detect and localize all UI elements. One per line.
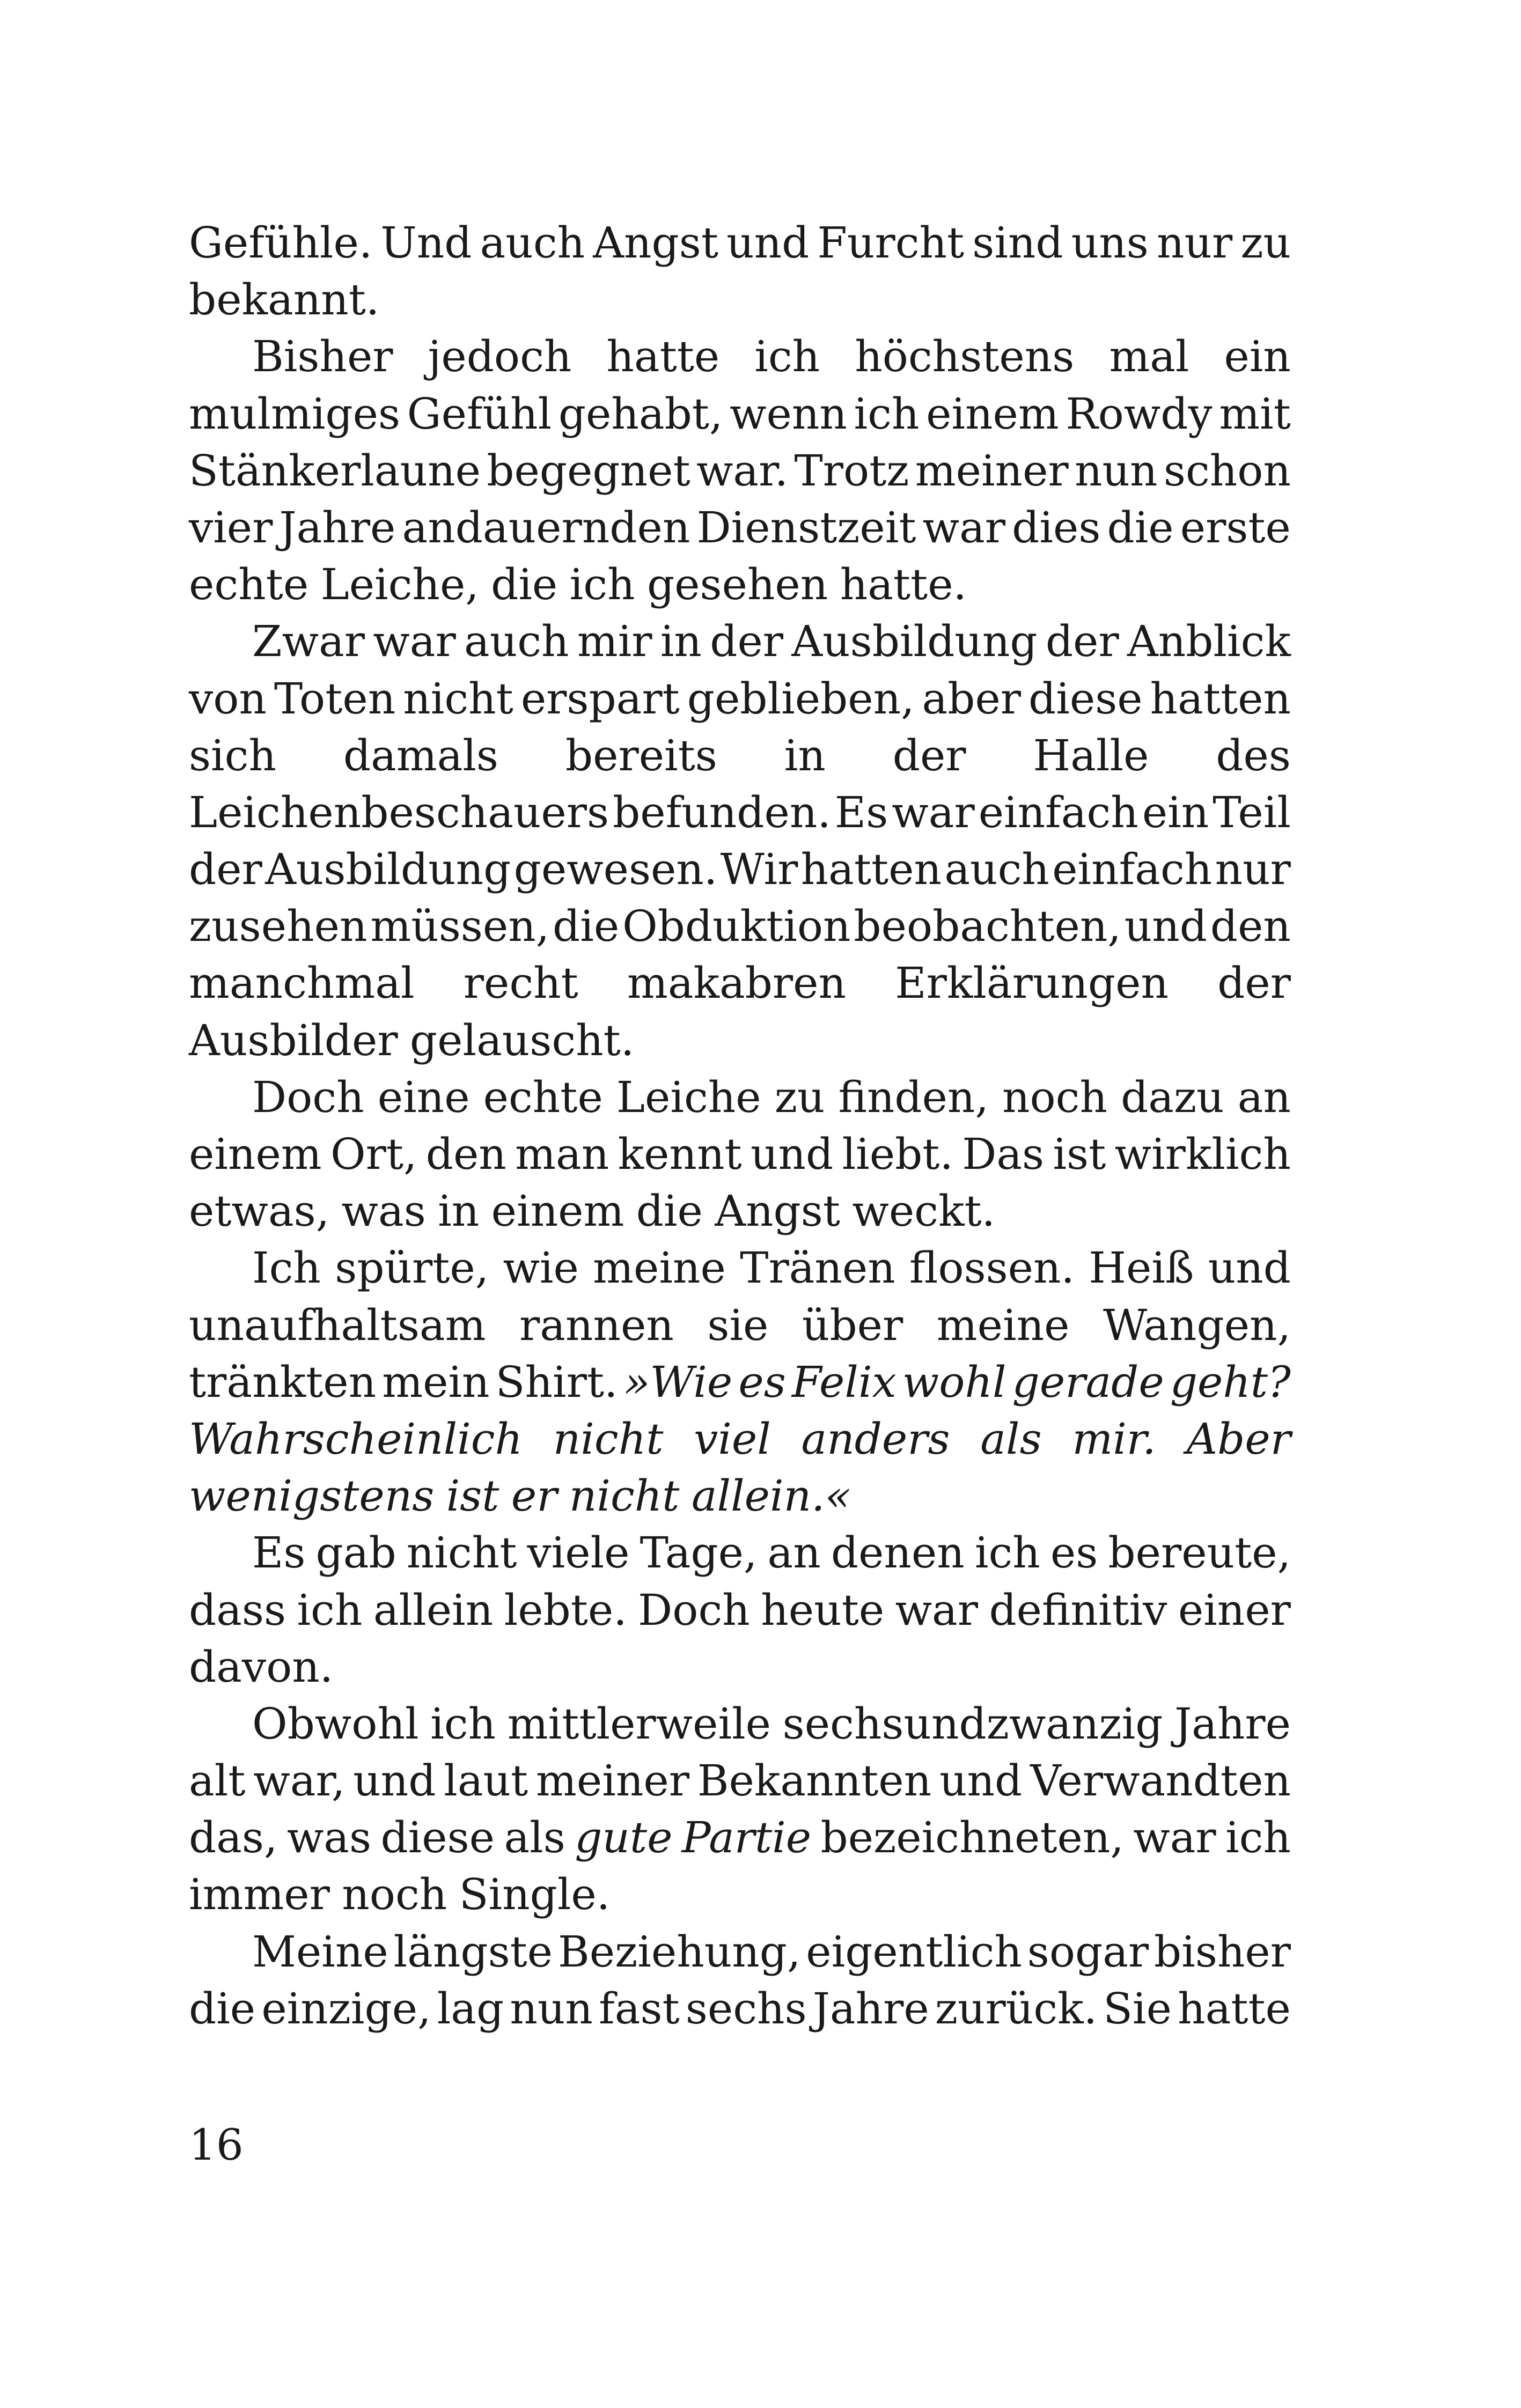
word: denen (831, 1528, 965, 1578)
word: hatten (1150, 673, 1291, 724)
word: sie (707, 1300, 769, 1350)
word: und (1208, 1243, 1291, 1293)
word: der (710, 616, 784, 667)
word: geblieben, (687, 673, 915, 724)
word: den (1210, 901, 1291, 952)
word: mal (1109, 332, 1189, 382)
word: Tage, (640, 1528, 758, 1578)
word: noch (342, 1869, 447, 1920)
word: gute (575, 1813, 673, 1863)
word: sechsundzwanzig (782, 1698, 1163, 1749)
word: war (895, 1585, 978, 1635)
text-line (189, 1866, 1291, 1923)
word: gerade (1012, 1357, 1164, 1407)
word: Jahre (812, 1983, 929, 2034)
word: und (353, 1756, 436, 1806)
word: wohl (902, 1357, 1006, 1407)
word: auch (464, 616, 569, 667)
word: meine (593, 1243, 726, 1293)
word: was (341, 1186, 426, 1236)
word: liebt. (842, 1129, 953, 1179)
word: jedoch (428, 332, 572, 382)
text-line (189, 841, 1291, 898)
word: einfach (978, 787, 1138, 837)
word: viel (694, 1413, 771, 1464)
word: Leiche, (320, 559, 479, 610)
word: ich (854, 388, 920, 439)
word: ich (1225, 1813, 1291, 1863)
word: hatte. (840, 559, 967, 610)
word: auch (944, 844, 1049, 895)
word: dazu (1121, 1072, 1224, 1122)
word: Beziehung, (558, 1926, 801, 1977)
word: den (425, 1129, 506, 1179)
word: war (892, 787, 975, 837)
word: Es (834, 787, 888, 837)
word: noch (1002, 1072, 1107, 1122)
word: längste (393, 1926, 553, 1977)
word: andauernden (402, 502, 690, 553)
word: auch (480, 218, 585, 268)
word: immer (189, 1869, 330, 1920)
word: Partie (681, 1813, 812, 1863)
word: makabren (627, 958, 847, 1008)
word: Das (962, 1129, 1045, 1179)
word: und (750, 1129, 834, 1179)
word: ich (297, 1585, 363, 1635)
word: und (1124, 901, 1207, 952)
word: Felix (791, 1357, 897, 1407)
word: Angst (715, 1186, 840, 1236)
word: schon (1163, 445, 1291, 496)
word: Bekannten (697, 1756, 932, 1806)
text-line (189, 1696, 1291, 1752)
word: man (515, 1129, 609, 1179)
word: bereute, (1108, 1528, 1291, 1578)
word: einem (491, 1186, 624, 1236)
word: Und (380, 218, 472, 268)
word: nun (1075, 445, 1158, 496)
text-line (189, 328, 1291, 385)
word: wie (503, 1243, 579, 1293)
word: heute (761, 1585, 885, 1635)
word: Ort, (330, 1129, 417, 1179)
word: wirklich (1114, 1129, 1291, 1179)
text-line (189, 1639, 1291, 1696)
word: zurück. (935, 1983, 1098, 2034)
word: Stänkerlaune (189, 445, 481, 496)
word: bekannt. (189, 275, 380, 325)
text-line (189, 727, 1291, 784)
word: Wir (720, 844, 798, 895)
word: als (980, 1413, 1042, 1464)
word: mir. (1072, 1413, 1156, 1464)
word: mulmiges (189, 388, 401, 439)
word: gab (315, 1528, 396, 1578)
word: Wangen, (1103, 1300, 1291, 1350)
word: Zwar (252, 616, 365, 667)
word: Teil (1213, 787, 1291, 837)
page-number: 16 (189, 2120, 244, 2170)
word: beobachten, (854, 901, 1121, 952)
word: einzige, (261, 1983, 431, 2034)
text-line (189, 784, 1291, 841)
word: Wahrscheinlich (189, 1413, 523, 1464)
word: Heiß (1089, 1243, 1194, 1293)
word: Verwandten (1030, 1756, 1291, 1806)
word: zu (1240, 218, 1291, 268)
word: alt (189, 1756, 246, 1806)
word: er (511, 1471, 557, 1521)
word: war. (696, 445, 788, 496)
text-line (189, 671, 1291, 727)
word: Dienstzeit (696, 502, 916, 553)
text-line (189, 1183, 1291, 1240)
word: allein (373, 1585, 494, 1635)
word: Angst (593, 218, 718, 268)
word: Ausbildung (265, 844, 511, 895)
word: das, (189, 1813, 278, 1863)
word: einem (189, 1129, 322, 1179)
word: zusehen (189, 901, 368, 952)
word: Gefühl (407, 388, 552, 439)
word: was (286, 1813, 372, 1863)
word: die (491, 559, 558, 610)
word: sechs (685, 1983, 807, 2034)
word: in (438, 1186, 480, 1236)
word: Ich (252, 1243, 321, 1293)
body-text (189, 215, 1291, 2037)
word: zu (774, 1072, 825, 1122)
word: tränkten (189, 1357, 377, 1407)
word: gelauscht. (409, 1015, 635, 1065)
word: nicht (569, 1471, 680, 1521)
word: begegnet (487, 445, 690, 496)
word: mittlerweile (507, 1698, 771, 1749)
word: manchmal (189, 958, 415, 1008)
word: nur (1215, 844, 1291, 895)
word: weckt. (852, 1186, 996, 1236)
word: Doch (252, 1072, 364, 1122)
text-line (189, 1924, 1291, 1980)
word: einem (926, 388, 1059, 439)
text-line (189, 1297, 1291, 1354)
word: Ausbilder (189, 1015, 398, 1065)
word: hatte (606, 332, 720, 382)
word: Toten (274, 673, 396, 724)
word: war (373, 616, 456, 667)
word: meiner (536, 1756, 689, 1806)
word: mit (1219, 388, 1291, 439)
word: lebte. (504, 1585, 627, 1635)
word: Furcht (817, 218, 965, 268)
text-line (189, 613, 1291, 670)
word: meiner (915, 445, 1069, 496)
word: mir (577, 616, 652, 667)
word: meine (936, 1300, 1070, 1350)
word: die (189, 1983, 256, 2034)
word: über (802, 1300, 903, 1350)
word: damals (343, 730, 498, 780)
word: Bisher (252, 332, 393, 382)
word: Obduktion (622, 901, 851, 952)
word: es (738, 1357, 786, 1407)
word: erspart (520, 673, 680, 724)
word: ein (1142, 787, 1209, 837)
word: Shirt. (495, 1357, 618, 1407)
word: bezeichneten, (820, 1813, 1124, 1863)
text-line (189, 1411, 1291, 1468)
word: spürte, (335, 1243, 489, 1293)
word: erste (1180, 502, 1291, 553)
word: sogar (1027, 1926, 1149, 1977)
word: Jahre (1174, 1698, 1291, 1749)
text-line (189, 1354, 1291, 1411)
word: laut (444, 1756, 528, 1806)
word: Es (252, 1528, 306, 1578)
word: der (1045, 616, 1119, 667)
word: nur (1156, 218, 1233, 268)
word: Rowdy (1066, 388, 1213, 439)
word: kennt (618, 1129, 742, 1179)
word: diese (380, 1813, 495, 1863)
word: Halle (1033, 730, 1149, 780)
word: »Wie (623, 1357, 733, 1407)
word: von (189, 673, 267, 724)
word: definitiv (989, 1585, 1167, 1635)
word: gesehen (646, 559, 828, 610)
word: uns (1071, 218, 1149, 268)
text-line (189, 215, 1291, 271)
word: wenigstens (189, 1471, 435, 1521)
word: Anblick (1127, 616, 1291, 667)
word: Jahre (279, 502, 396, 553)
text-line (189, 556, 1291, 613)
word: Gefühle. (189, 218, 373, 268)
word: bisher (1154, 1926, 1291, 1977)
word: war (922, 502, 1006, 553)
word: dies (1012, 502, 1101, 553)
word: Meine (252, 1926, 388, 1977)
word: etwas, (189, 1186, 330, 1236)
word: Sie (1103, 1983, 1172, 2034)
word: unaufhaltsam (189, 1300, 486, 1350)
word: sich (189, 730, 276, 780)
word: fast (599, 1983, 680, 2034)
text-line (189, 1525, 1291, 1581)
word: gewesen. (513, 844, 718, 895)
word: ich (754, 332, 820, 382)
word: ist (446, 1471, 499, 1521)
word: vier (189, 502, 273, 553)
word: echte (483, 1072, 603, 1122)
word: war (1133, 1813, 1216, 1863)
word: an (767, 1528, 821, 1578)
text-line (189, 898, 1291, 955)
word: nun (510, 1983, 593, 2034)
word: Erklärungen (895, 958, 1169, 1008)
word: hatte (1178, 1983, 1291, 2034)
text-line (189, 1582, 1291, 1639)
word: Aber (1186, 1413, 1291, 1464)
word: einer (1178, 1585, 1291, 1635)
word: ich (430, 1698, 496, 1749)
word: nicht (553, 1413, 664, 1464)
word: Ausbildung (791, 616, 1038, 667)
text-line (189, 1468, 1291, 1525)
word: die (553, 901, 620, 952)
word: es (1050, 1528, 1098, 1578)
word: einfach (1052, 844, 1213, 895)
word: Single. (459, 1869, 611, 1920)
word: Doch (638, 1585, 750, 1635)
word: nicht (403, 673, 513, 724)
word: flossen. (909, 1243, 1075, 1293)
word: aber (922, 673, 1022, 724)
word: Tränen (740, 1243, 895, 1293)
word: davon. (189, 1641, 334, 1692)
word: lag (437, 1983, 504, 2034)
word: befunden. (613, 787, 831, 837)
word: bereits (565, 730, 717, 780)
word: als (504, 1813, 565, 1863)
word: rannen (519, 1300, 674, 1350)
text-line (189, 443, 1291, 499)
word: Leichenbeschauers (189, 787, 609, 837)
word: echte (189, 559, 309, 610)
word: in (784, 730, 826, 780)
word: viele (527, 1528, 630, 1578)
word: dass (189, 1585, 286, 1635)
word: ich (974, 1528, 1040, 1578)
word: diese (1028, 673, 1143, 724)
word: recht (463, 958, 578, 1008)
word: geht? (1170, 1357, 1291, 1407)
text-line (189, 386, 1291, 443)
word: an (1237, 1072, 1291, 1122)
word: höchstens (855, 332, 1075, 382)
word: nicht (406, 1528, 517, 1578)
word: Leiche (616, 1072, 761, 1122)
word: hatten (800, 844, 942, 895)
text-line (189, 1809, 1291, 1866)
text-line (189, 1240, 1291, 1297)
word: anders (801, 1413, 950, 1464)
text-line (189, 1752, 1291, 1809)
word: gehabt, (558, 388, 723, 439)
word: der (892, 730, 966, 780)
word: des (1216, 730, 1291, 780)
word: Trotz (794, 445, 909, 496)
word: der (1217, 958, 1291, 1008)
word: der (189, 844, 262, 895)
word: finden, (838, 1072, 989, 1122)
word: war, (253, 1756, 346, 1806)
word: sind (972, 218, 1063, 268)
text-line (189, 1126, 1291, 1183)
word: allein.« (691, 1471, 851, 1521)
text-line (189, 1012, 1291, 1069)
word: ein (1224, 332, 1291, 382)
word: die (636, 1186, 703, 1236)
word: in (660, 616, 702, 667)
word: und (726, 218, 810, 268)
word: eigentlich (806, 1926, 1022, 1977)
word: ist (1053, 1129, 1106, 1179)
word: mein (382, 1357, 490, 1407)
text-line (189, 955, 1291, 1012)
word: Obwohl (252, 1698, 419, 1749)
text-line (189, 499, 1291, 556)
text-line (189, 271, 1291, 328)
word: eine (377, 1072, 470, 1122)
word: müssen, (370, 901, 550, 952)
word: und (939, 1756, 1023, 1806)
text-line (189, 1069, 1291, 1126)
word: ich (569, 559, 635, 610)
word: wenn (730, 388, 847, 439)
text-line (189, 1980, 1291, 2037)
word: die (1107, 502, 1174, 553)
